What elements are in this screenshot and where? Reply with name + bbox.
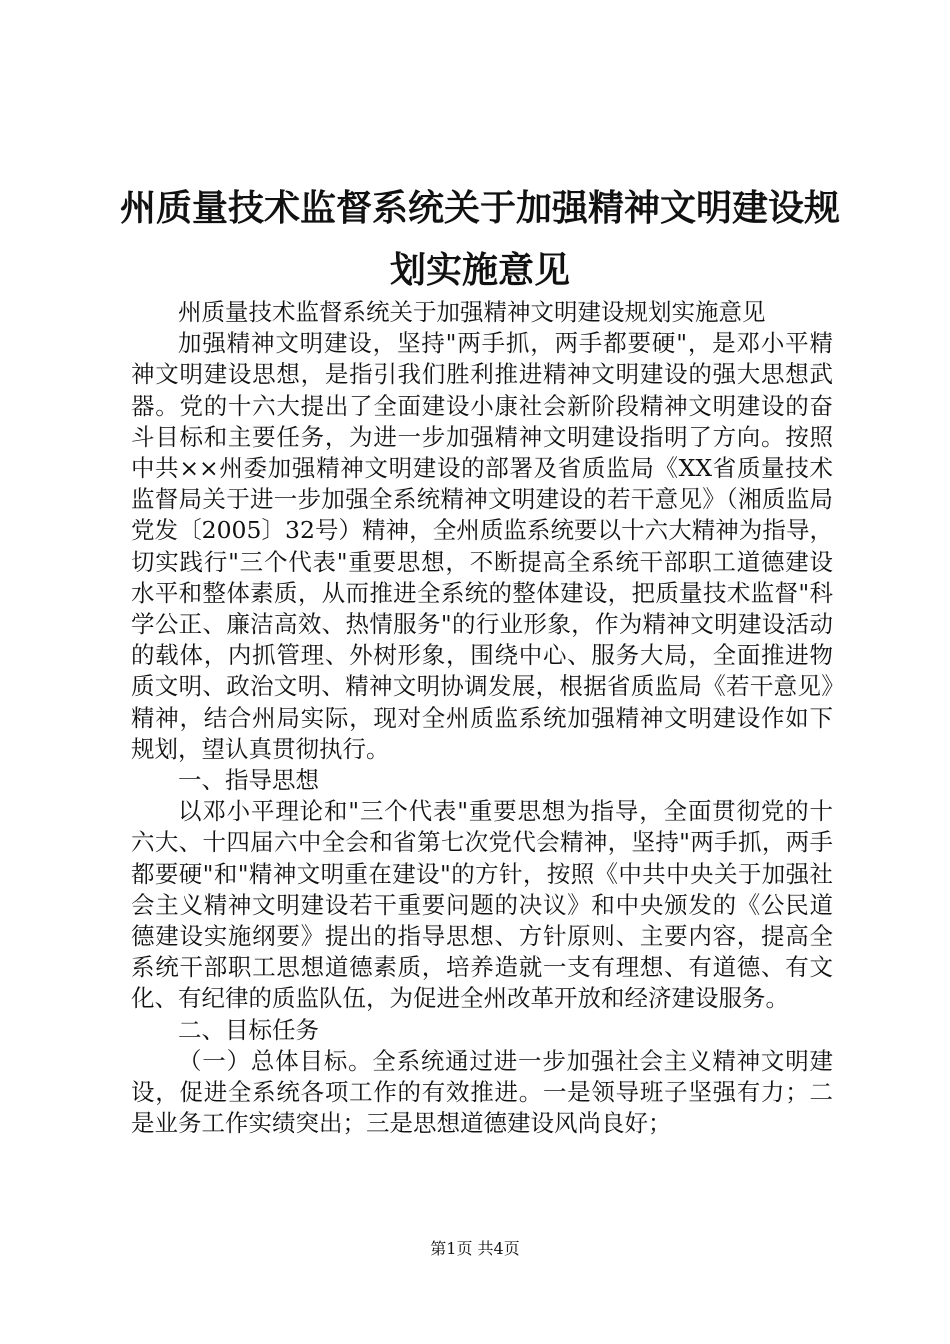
paragraph-intro: 加强精神文明建设，坚持"两手抓，两手都要硬"，是邓小平精神文明建设思想，是指引我们胜利推进精神文明建设的强大思想武器。党的十六大提出了全面建设小康社会新阶段精神文明建设的奋斗目标和主要任务，为进一步加强精神文明建设指明了方向。按照中共××州委加强精神文明建设的部署及省质监局《XX省质量技术监督局关于进一步加强全系统精神文明建设的若干意见》（湘质监局党发〔2005〕32号）精神，全州质监系统要以十六大精神为指导，切实践行"三个代表"重要思想，不断提高全系统干部职工道德建设水平和整体素质，从而推进全系统的整体建设，把质量技术监督"科学公正、廉洁高效、热情服务"的行业形象，作为精神文明建设活动的载体，内抓管理、外树形象，围绕中心、服务大局，全面推进物质文明、政治文明、精神文明协调发展，根据省质监局《若干意见》精神，结合州局实际，现对全州质监系统加强精神文明建设作如下规划，望认真贯彻执行。 bbox=[131, 329, 833, 763]
paragraph-subtitle: 州质量技术监督系统关于加强精神文明建设规划实施意见 bbox=[178, 298, 766, 326]
document-title: 州质量技术监督系统关于加强精神文明建设规划实施意见 bbox=[120, 188, 841, 291]
page-footer: 第1页 共4页 bbox=[430, 1239, 520, 1258]
section-heading-goals-tasks: 二、目标任务 bbox=[178, 1015, 319, 1044]
document-body bbox=[131, 297, 833, 1139]
paragraph-guiding-ideology: 以邓小平理论和"三个代表"重要思想为指导，全面贯彻党的十六大、十四届六中全会和省第七次党代会精神，坚持"两手抓，两手都要硬"和"精神文明重在建设"的方针，按照《中共中央关于加强社会主义精神文明建设若干重要问题的决议》和中央颁发的《公民道德建设实施纲要》提出的指导思想、方针原则、主要内容，提高全系统干部职工思想道德素质，培养造就一支有理想、有道德、有文化、有纪律的质监队伍，为促进全州改革开放和经济建设服务。 bbox=[131, 797, 833, 1013]
section-heading-guiding-ideology: 一、指导思想 bbox=[178, 766, 319, 795]
paragraph-overall-goal: （一）总体目标。全系统通过进一步加强社会主义精神文明建设，促进全系统各项工作的有效推进。一是领导班子坚强有力；二是业务工作实绩突出；三是思想道德建设风尚良好； bbox=[131, 1046, 833, 1138]
